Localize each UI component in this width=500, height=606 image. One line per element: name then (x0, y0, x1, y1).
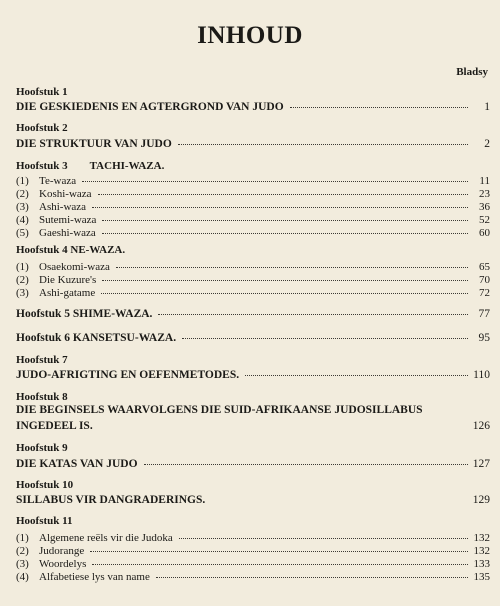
leader-dots (92, 197, 468, 208)
entry-number: (3) (16, 201, 29, 213)
entry-number: (1) (16, 261, 29, 273)
page-number: 70 (479, 274, 490, 286)
leader-dots (102, 210, 468, 221)
entry-title: Woordelys (39, 558, 87, 570)
entry-title: Te-waza (39, 175, 77, 187)
entry-title: JUDO-AFRIGTING EN OEFENMETODES. (16, 369, 240, 381)
page-number: 52 (479, 214, 490, 226)
entry-number: (2) (16, 188, 29, 200)
leader-dots (156, 567, 468, 578)
toc-entry[interactable] (16, 136, 490, 150)
entry-title: Judorange (39, 545, 85, 557)
chapter-label: Hoofstuk 4 NE-WAZA. (16, 244, 126, 256)
leader-dots (144, 454, 468, 465)
leader-dots (92, 554, 468, 565)
toc-entry[interactable] (16, 569, 490, 583)
chapter-label: Hoofstuk 1 (16, 86, 68, 98)
entry-title: SILLABUS VIR DANGRADERINGS. (16, 494, 206, 506)
toc-entry[interactable] (16, 306, 490, 320)
leader-dots (90, 541, 468, 552)
page-number: 23 (479, 188, 490, 200)
leader-dots (245, 365, 468, 376)
page-number: 95 (478, 332, 490, 344)
entry-number: (2) (16, 274, 29, 286)
entry-number: (4) (16, 214, 29, 226)
toc-entry[interactable] (16, 285, 490, 299)
entry-title: Die Kuzure's (39, 274, 97, 286)
page-number: 133 (473, 558, 490, 570)
entry-number: (4) (16, 571, 29, 583)
leader-dots (102, 223, 468, 234)
leader-dots (179, 528, 468, 539)
chapter-label: Hoofstuk 9 (16, 442, 68, 454)
leader-dots (116, 257, 468, 268)
chapter-label: Hoofstuk 11 (16, 515, 73, 527)
leader-space (99, 416, 468, 427)
page-number: 36 (479, 201, 490, 213)
page-number: 126 (472, 420, 490, 432)
entry-title-line-2: INGEDEEL IS. (16, 420, 93, 432)
page-number: 129 (472, 494, 490, 506)
toc-entry[interactable] (16, 492, 490, 506)
entry-title: Hoofstuk 5 SHIME-WAZA. (16, 308, 153, 320)
entry-title: Ashi-gatame (39, 287, 96, 299)
toc-entry[interactable] (16, 330, 490, 344)
entry-title: Gaeshi-waza (39, 227, 96, 239)
toc-entry[interactable] (16, 456, 490, 470)
entry-number: (3) (16, 558, 29, 570)
chapter-label: Hoofstuk 3 (16, 160, 68, 172)
page-number: 72 (479, 287, 490, 299)
toc-entry[interactable] (16, 225, 490, 239)
entry-title: Algemene reëls vir die Judoka (39, 532, 173, 544)
entry-title: DIE GESKIEDENIS EN AGTERGROND VAN JUDO (16, 101, 284, 113)
page-number: 132 (473, 545, 490, 557)
leader-dots (182, 328, 468, 339)
entry-title-line-1: DIE BEGINSELS WAARVOLGENS DIE SUID-AFRIKAANSE JUDOSILLABUS (16, 404, 423, 416)
page-number: 1 (484, 101, 490, 113)
entry-number: (5) (16, 227, 29, 239)
entry-number: (3) (16, 287, 29, 299)
page-number: 135 (473, 571, 490, 583)
page-number: 60 (479, 227, 490, 239)
leader-dots (102, 270, 468, 281)
entry-title: Koshi-waza (39, 188, 92, 200)
entry-number: (2) (16, 545, 29, 557)
entry-title: Ashi-waza (39, 201, 87, 213)
page-number: 110 (473, 369, 490, 381)
entry-title: Osaekomi-waza (39, 261, 110, 273)
page-number: 132 (473, 532, 490, 544)
entry-title: DIE STRUKTUUR VAN JUDO (16, 138, 172, 150)
page-number: 127 (472, 458, 490, 470)
leader-dots (290, 97, 468, 108)
leader-dots (158, 304, 468, 315)
leader-dots (178, 134, 468, 145)
entry-title: DIE KATAS VAN JUDO (16, 458, 138, 470)
page-number: 2 (484, 138, 490, 150)
leader-dots (98, 184, 468, 195)
chapter-label: Hoofstuk 10 (16, 479, 74, 491)
leader-dots (82, 171, 468, 182)
entry-title: Alfabetiese lys van name (39, 571, 150, 583)
chapter-label: Hoofstuk 2 (16, 122, 68, 134)
toc-entry[interactable] (16, 367, 490, 381)
leader-space (211, 490, 468, 501)
entry-title: Hoofstuk 6 KANSETSU-WAZA. (16, 332, 177, 344)
page-number: 65 (479, 261, 490, 273)
entry-number: (1) (16, 532, 29, 544)
chapter-label: Hoofstuk 8 (16, 391, 68, 403)
page-number: 11 (479, 175, 490, 187)
toc-entry[interactable] (16, 418, 490, 432)
page-title: INHOUD (197, 22, 303, 49)
page-column-header: Bladsy (456, 66, 488, 78)
entry-title: Sutemi-waza (39, 214, 97, 226)
chapter-label: Hoofstuk 7 (16, 354, 68, 366)
chapter-subtitle: TACHI-WAZA. (89, 160, 165, 172)
leader-dots (101, 283, 468, 294)
toc-entry[interactable] (16, 99, 490, 113)
page-number: 77 (478, 308, 490, 320)
entry-number: (1) (16, 175, 29, 187)
